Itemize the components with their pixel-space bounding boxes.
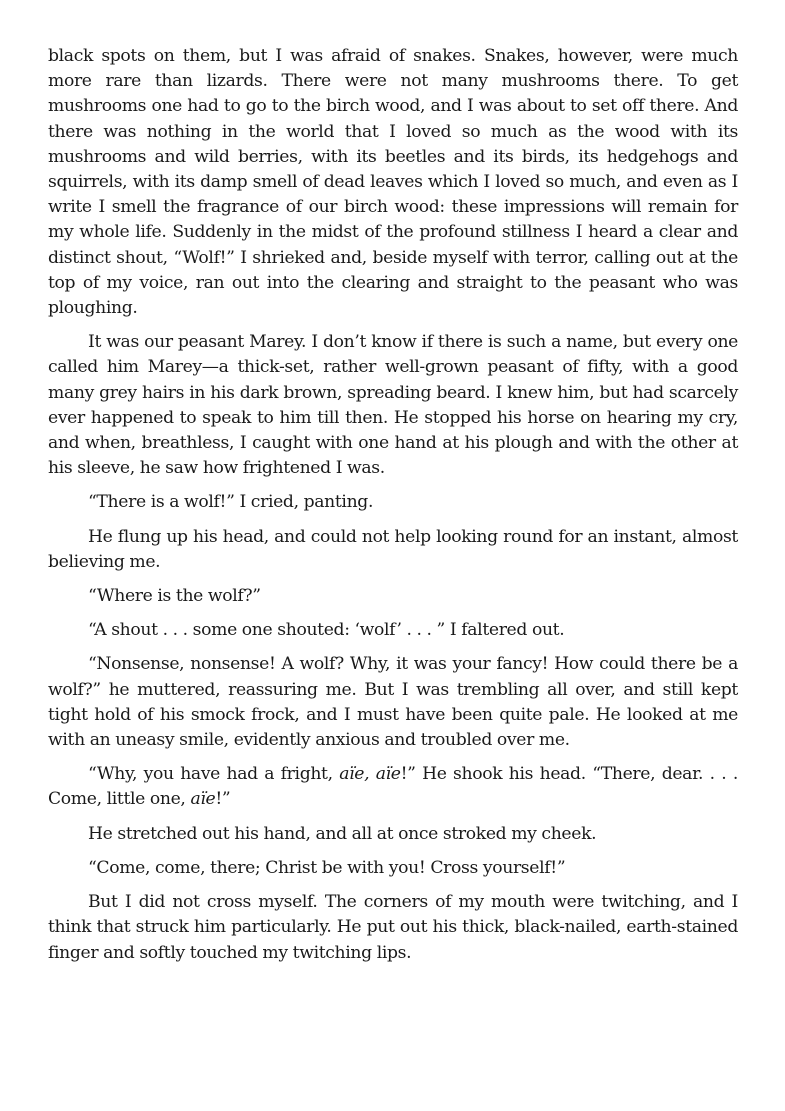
paragraph-1 bbox=[48, 44, 738, 321]
paragraph-6 bbox=[48, 618, 738, 643]
paragraph-text: !” He shook his head. “There, dear. . . . Come, little one, bbox=[48, 764, 738, 810]
paragraph-5 bbox=[48, 584, 738, 609]
paragraph-9 bbox=[48, 822, 738, 847]
paragraph-8 bbox=[48, 762, 738, 812]
document-page bbox=[48, 44, 738, 975]
paragraph-text: “Why, you have had a fright, bbox=[88, 764, 340, 785]
paragraph-text: !” bbox=[215, 789, 231, 810]
paragraph-text: He stretched out his hand, and all at once stroked my cheek. bbox=[88, 823, 597, 844]
paragraph-3 bbox=[48, 490, 738, 515]
paragraph-text: black spots on them, but I was afraid of snakes. Snakes, however, were much more rare than lizards. There were not many mushrooms there. To get mushrooms one had to go to the birch wood, and I was about to set off there. And there was nothing in the world that I loved so much as the wood with its mushrooms and wild berries, with its beetles and its birds, its hedgehogs and squirrels, with its damp smell of dead leaves which I loved so much, and even as I write I smell the fragrance of our birch wood: these impressions will remain for my whole life. Suddenly in the midst of the profound stillness I heard a clear and distinct shout, “Wolf!” I shrieked and, beside myself with terror, calling out at the top of my voice, ran out into the clearing and straight to the peasant who was ploughing. bbox=[48, 46, 738, 319]
paragraph-11 bbox=[48, 890, 738, 966]
paragraph-2 bbox=[48, 330, 738, 481]
paragraph-text: He flung up his head, and could not help looking round for an instant, almost believing me. bbox=[48, 526, 738, 572]
paragraph-text: It was our peasant Marey. I don’t know if there is such a name, but every one called him Marey—a thick-set, rather well-grown peasant of fifty, with a good many grey hairs in his dark brown, spreading beard. I knew him, but had scarcely ever happened to speak to him till then. He stopped his horse on hearing my cry, and when, breathless, I caught with one hand at his plough and with the other at his sleeve, he saw how frightened I was. bbox=[48, 332, 738, 479]
paragraph-text: “A shout . . . some one shouted: ‘wolf’ . . . ” I faltered out. bbox=[88, 620, 565, 641]
paragraph-text: “Nonsense, nonsense! A wolf? Why, it was your fancy! How could there be a wolf?” he muttered, reassuring me. But I was trembling all over, and still kept tight hold of his smock frock, and I must have been quite pale. He looked at me with an uneasy smile, evidently anxious and troubled over me. bbox=[48, 654, 738, 751]
paragraph-text: But I did not cross myself. The corners of my mouth were twitching, and I think that struck him particularly. He put out his thick, black-nailed, earth-stained finger and softly touched my twitching lips. bbox=[48, 892, 738, 963]
italic-text: aïe, aïe bbox=[339, 764, 401, 785]
paragraph-text: “Come, come, there; Christ be with you! Cross yourself!” bbox=[88, 857, 566, 878]
paragraph-text: “There is a wolf!” I cried, panting. bbox=[88, 492, 374, 513]
paragraph-10 bbox=[48, 856, 738, 881]
paragraph-7 bbox=[48, 652, 738, 753]
paragraph-4 bbox=[48, 525, 738, 575]
paragraph-text: “Where is the wolf?” bbox=[88, 586, 261, 607]
italic-text: aïe bbox=[190, 789, 216, 810]
